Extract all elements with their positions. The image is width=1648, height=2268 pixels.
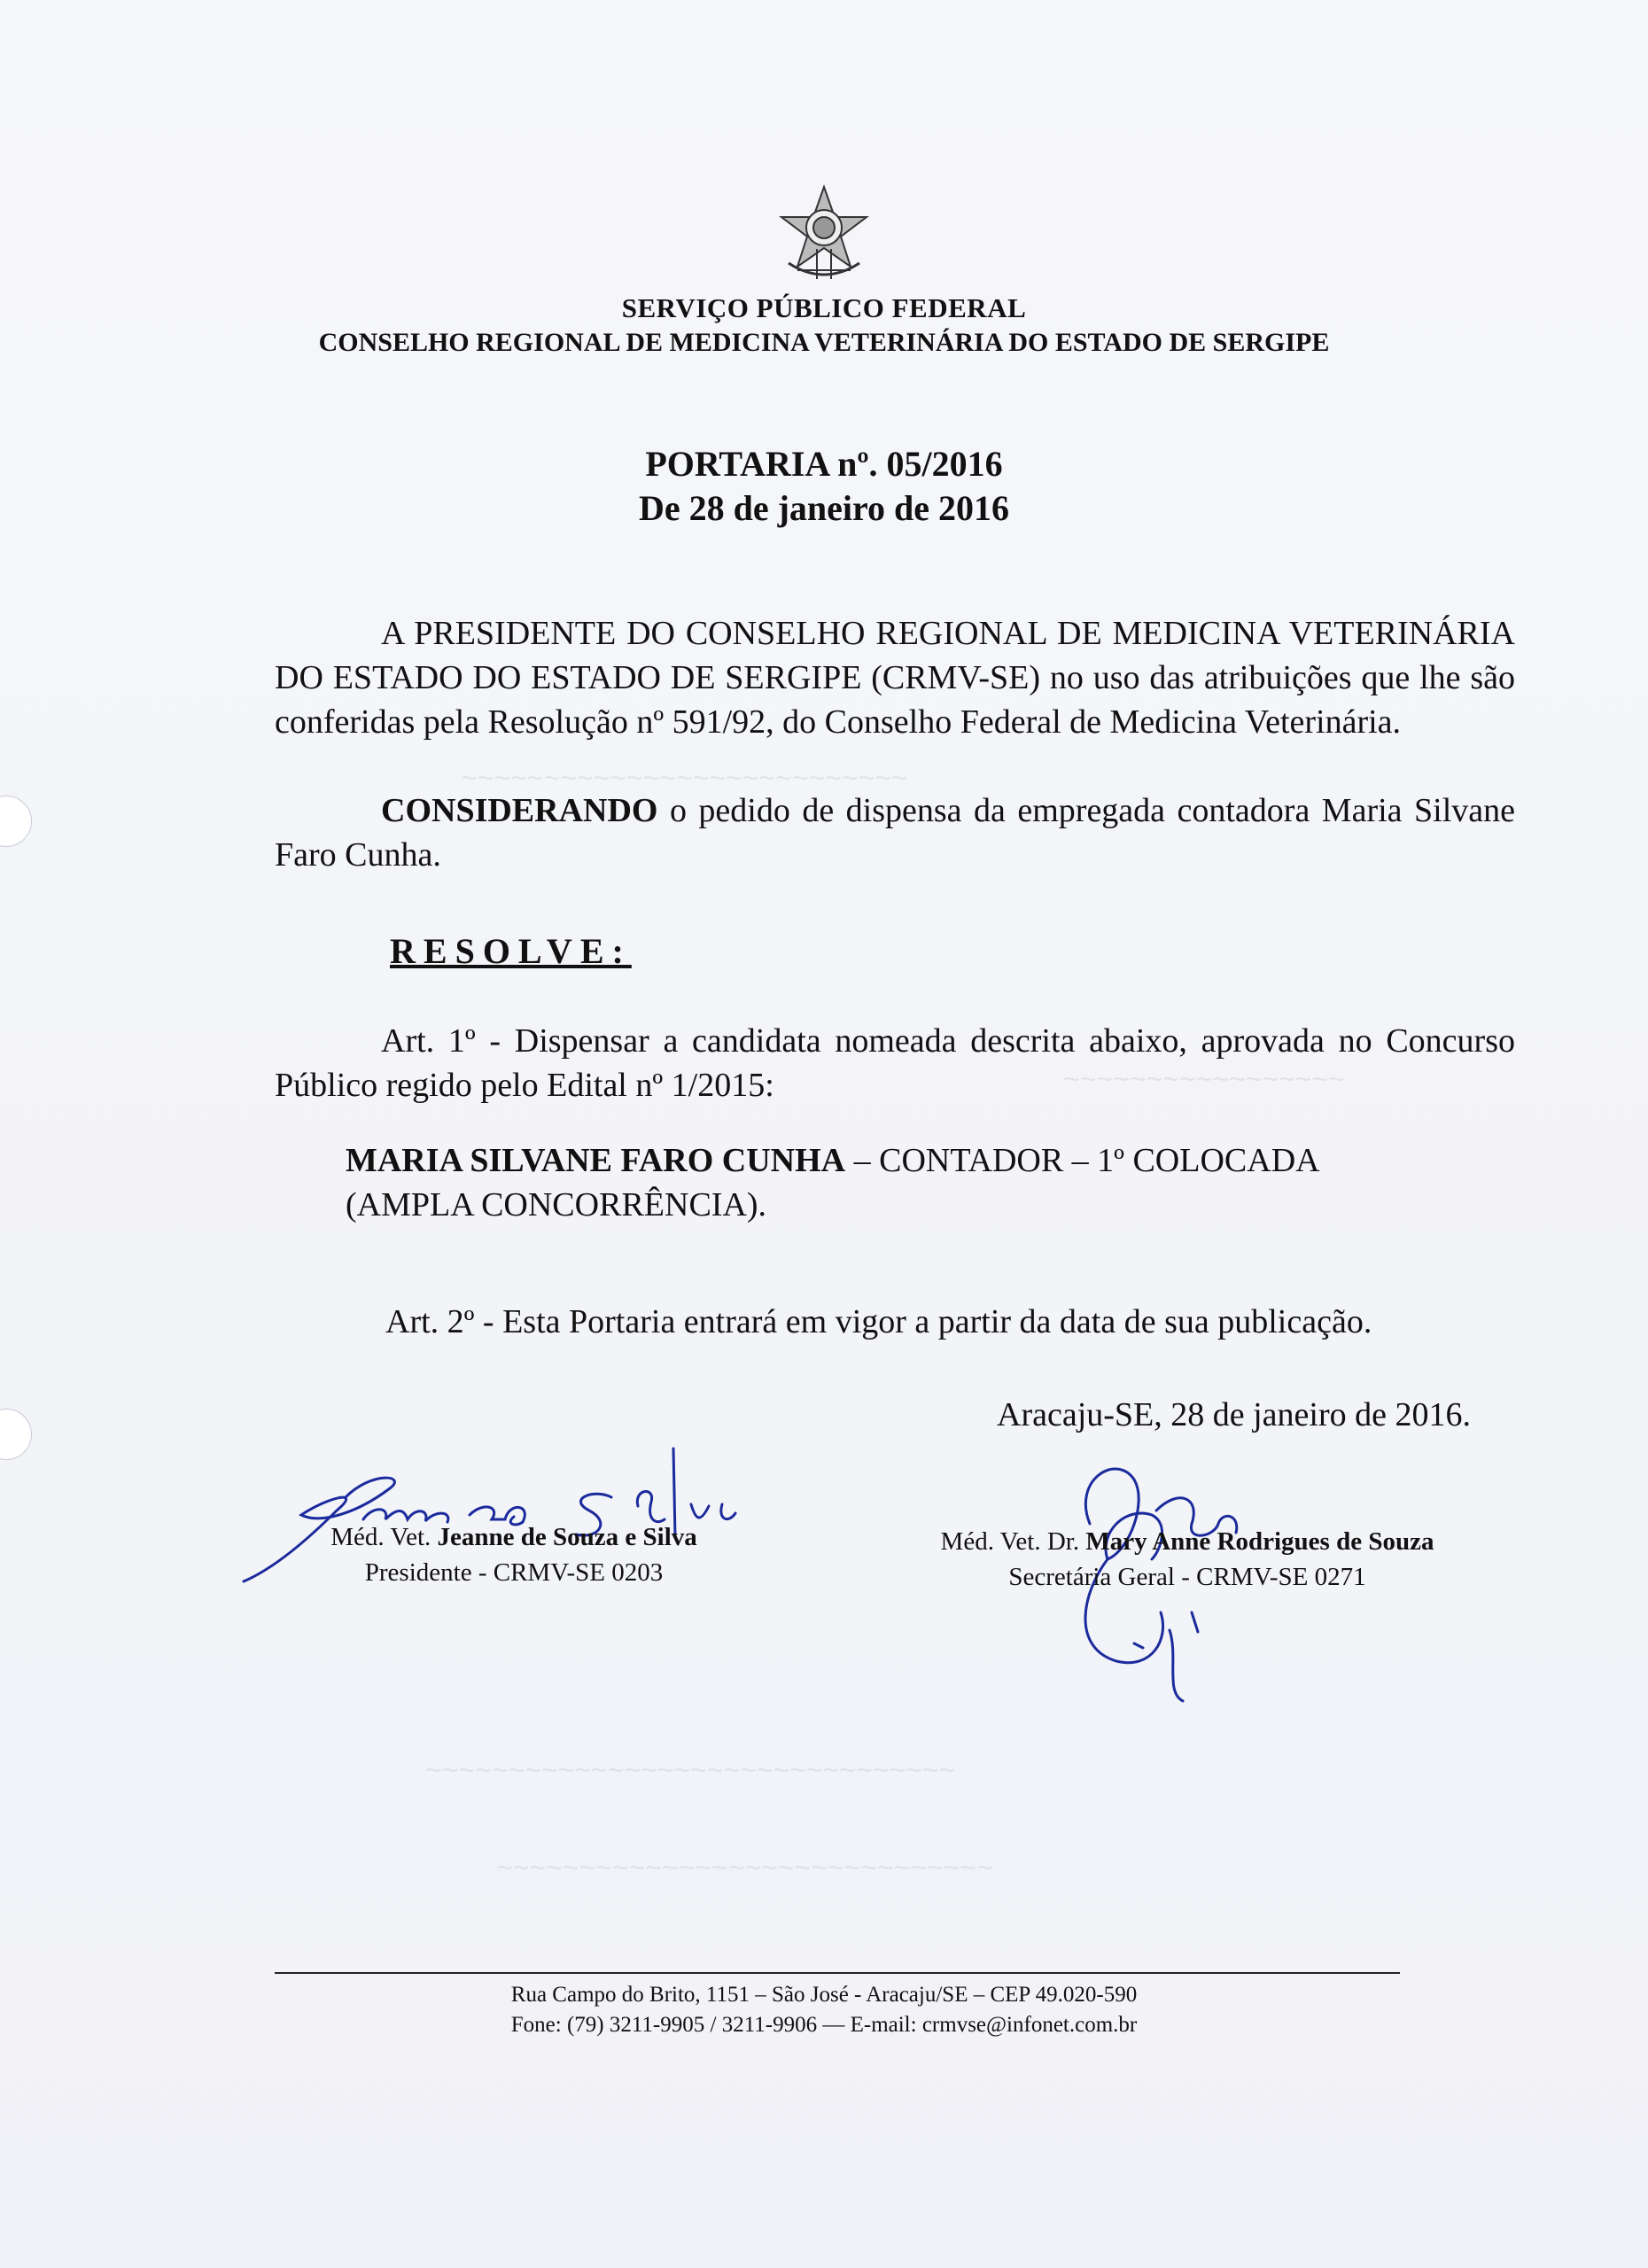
footer-address: Rua Campo do Brito, 1151 – São José - Aracaju/SE – CEP 49.020-590	[510, 1983, 1138, 2007]
considerando-paragraph	[275, 788, 1515, 877]
signatory-left-name-line	[266, 1519, 762, 1555]
bleed-through: ~~~~~~~~~~~~~~~~~~~~~~~~~~~	[461, 762, 908, 794]
considerando-label: CONSIDERANDO	[381, 792, 658, 829]
article-1: Art. 1º - Dispensar a candidata nomeada descrita abaixo, aprovada no Concurso Público regido pelo Edital nº 1/2015:	[275, 1022, 1515, 1104]
considerando-text: o pedido de dispensa da empregada contadora Maria Silvane Faro Cunha.	[275, 792, 1515, 874]
candidate-name: MARIA SILVANE FARO CUNHA	[346, 1142, 846, 1179]
named-candidate	[346, 1138, 1497, 1227]
resolve-heading: RESOLVE:	[390, 931, 632, 971]
header-council: CONSELHO REGIONAL DE MEDICINA VETERINÁRIA DO ESTADO DE SERGIPE	[318, 328, 1330, 357]
signatory-right	[851, 1524, 1524, 1595]
bleed-through: ~~~~~~~~~~~~~~~~~~~~~~~~~~~~~~~~	[425, 1754, 955, 1786]
article-2: Art. 2º - Esta Portaria entrará em vigor a partir da data de sua publicação.	[385, 1303, 1372, 1340]
signatory-left	[266, 1519, 762, 1590]
footer-divider	[275, 1972, 1400, 1974]
candidate-detail: – CONTADOR – 1º COLOCADA	[845, 1142, 1320, 1179]
header-service: SERVIÇO PÚBLICO FEDERAL	[621, 292, 1027, 323]
signatory-right-name-line	[851, 1524, 1524, 1559]
candidate-category: (AMPLA CONCORRÊNCIA).	[346, 1186, 767, 1223]
preamble-paragraph: A PRESIDENTE DO CONSELHO REGIONAL DE MEDICINA VETERINÁRIA DO ESTADO DO ESTADO DE SERGIPE (CRMV-SE) no uso das atribuições que lhe são conferidas pela Resolução nº 591/92, do Conselho Federal de Medicina Veterinária.	[275, 615, 1515, 741]
signatory-right-role: Secretária Geral - CRMV-SE 0271	[1008, 1563, 1366, 1591]
bleed-through: ~~~~~~~~~~~~~~~~~	[1063, 1063, 1345, 1095]
signatory-left-prefix: Méd. Vet.	[330, 1523, 438, 1551]
signatory-left-name: Jeanne de Souza e Silva	[437, 1523, 697, 1551]
footer-contact: Fone: (79) 3211-9905 / 3211-9906 — E-mail: crmvse@infonet.com.br	[510, 2013, 1138, 2037]
punch-hole	[0, 1409, 32, 1460]
punch-hole	[0, 796, 32, 847]
place-and-date: Aracaju-SE, 28 de janeiro de 2016.	[997, 1396, 1471, 1433]
bleed-through: ~~~~~~~~~~~~~~~~~~~~~~~~~~~~~~	[496, 1852, 993, 1884]
signatory-right-prefix: Méd. Vet. Dr.	[940, 1527, 1086, 1556]
portaria-number: PORTARIA nº. 05/2016	[645, 444, 1003, 484]
signatory-right-name: Mary Anne Rodrigues de Souza	[1085, 1527, 1434, 1556]
portaria-date: De 28 de janeiro de 2016	[638, 488, 1010, 528]
signatory-left-role: Presidente - CRMV-SE 0203	[364, 1558, 664, 1587]
coat-of-arms-icon	[771, 182, 877, 288]
